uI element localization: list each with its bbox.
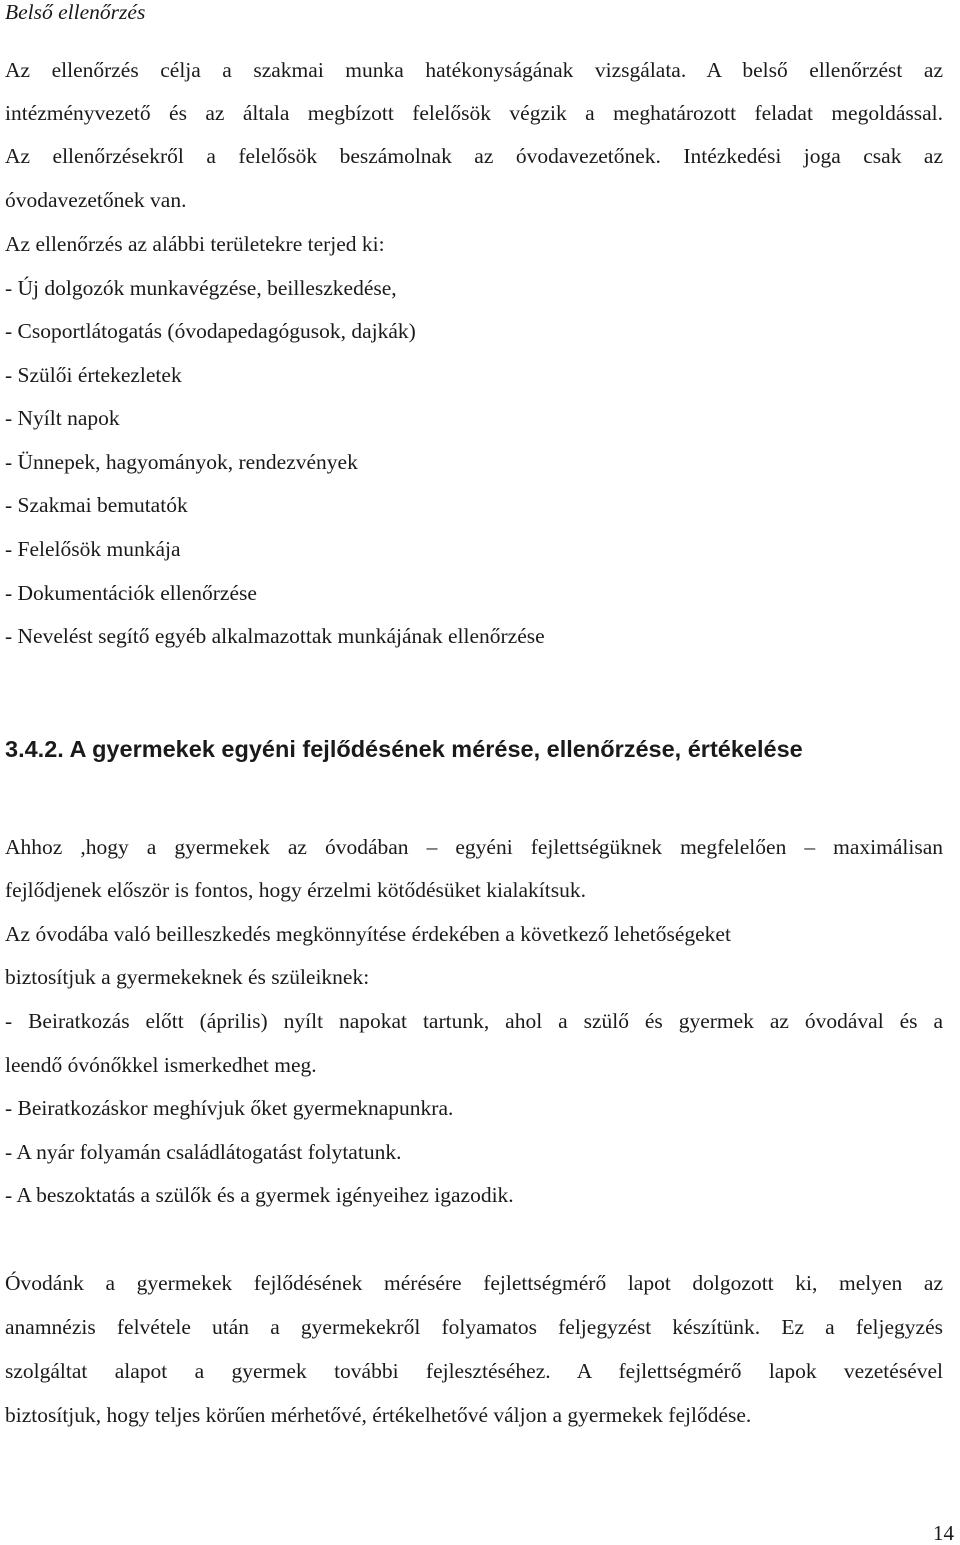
paragraph-line: óvodavezetőnek van.: [5, 188, 187, 212]
list-item: - Új dolgozók munkavégzése, beilleszkedése,: [5, 276, 397, 300]
paragraph-line: intézményvezető és az általa megbízott felelősök végzik a meghatározott feladat megoldással.: [5, 101, 943, 125]
list-item: - A nyár folyamán családlátogatást folytatunk.: [5, 1140, 402, 1164]
paragraph-line: fejlődjenek először is fontos, hogy érzelmi kötődésüket kialakítsuk.: [5, 878, 586, 902]
paragraph-line: Óvodánk a gyermekek fejlődésének mérésére fejlettségmérő lapot dolgozott ki, melyen az: [5, 1271, 943, 1295]
section-heading: 3.4.2. A gyermekek egyéni fejlődésének mérése, ellenőrzése, értékelése: [5, 736, 803, 762]
paragraph-line: Ahhoz ,hogy a gyermekek az óvodában – egyéni fejlettségüknek megfelelően – maximálisan: [5, 835, 943, 859]
paragraph-line: biztosítjuk, hogy teljes körűen mérhetővé, értékelhetővé váljon a gyermekek fejlődése.: [5, 1403, 752, 1427]
list-item: - Ünnepek, hagyományok, rendezvények: [5, 450, 358, 474]
list-item: - Szülői értekezletek: [5, 363, 182, 387]
list-item: - Nyílt napok: [5, 406, 120, 430]
paragraph-line: leendő óvónőkkel ismerkedhet meg.: [5, 1053, 317, 1077]
list-item: - Csoportlátogatás (óvodapedagógusok, dajkák): [5, 319, 416, 343]
paragraph-line: szolgáltat alapot a gyermek további fejlesztéséhez. A fejlettségmérő lapok vezetésével: [5, 1359, 943, 1383]
list-item: - Felelősök munkája: [5, 537, 181, 561]
list-item: - Nevelést segítő egyéb alkalmazottak munkájának ellenőrzése: [5, 624, 545, 648]
page-number: 14: [933, 1521, 954, 1545]
list-item: - A beszoktatás a szülők és a gyermek igényeihez igazodik.: [5, 1183, 514, 1207]
paragraph-line: biztosítjuk a gyermekeknek és szüleiknek:: [5, 965, 370, 989]
section-title: Belső ellenőrzés: [5, 0, 146, 24]
paragraph-line: - Beiratkozás előtt (április) nyílt napokat tartunk, ahol a szülő és gyermek az óvodával és a: [5, 1009, 943, 1033]
list-item: - Beiratkozáskor meghívjuk őket gyermeknapunkra.: [5, 1096, 454, 1120]
paragraph-line: Az óvodába való beilleszkedés megkönnyítése érdekében a következő lehetőségeket: [5, 922, 731, 946]
list-item: - Szakmai bemutatók: [5, 493, 188, 517]
paragraph-line: Az ellenőrzésekről a felelősök beszámolnak az óvodavezetőnek. Intézkedési joga csak az: [5, 144, 943, 168]
paragraph-line: Az ellenőrzés az alábbi területekre terjed ki:: [5, 232, 385, 256]
paragraph-line: Az ellenőrzés célja a szakmai munka hatékonyságának vizsgálata. A belső ellenőrzést az: [5, 58, 943, 82]
list-item: - Dokumentációk ellenőrzése: [5, 581, 257, 605]
paragraph-line: anamnézis felvétele után a gyermekekről folyamatos feljegyzést készítünk. Ez a feljegyzés: [5, 1315, 943, 1339]
